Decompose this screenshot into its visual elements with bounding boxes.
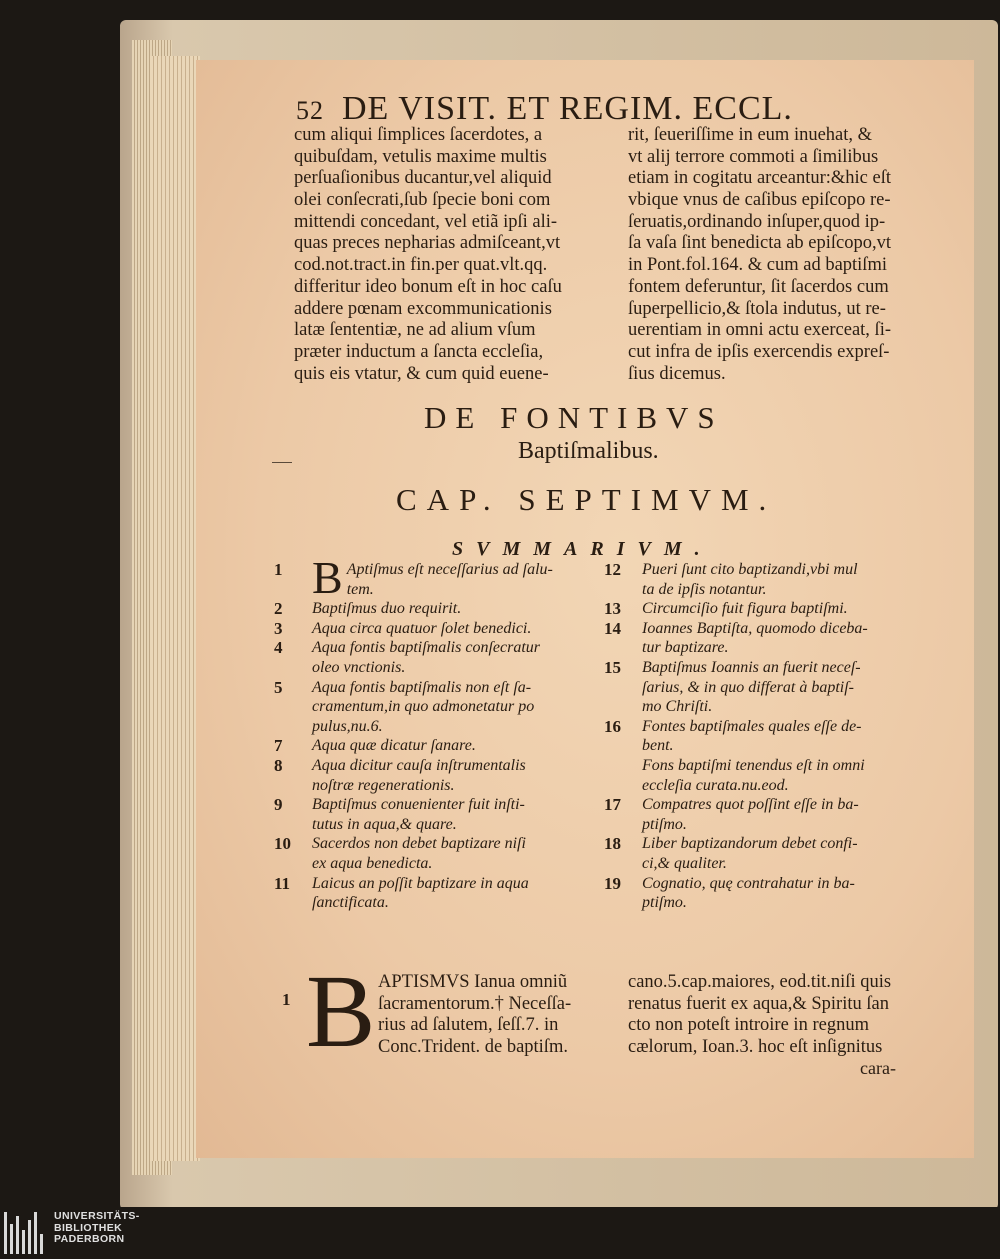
summary-entry: [274, 678, 540, 737]
library-logo-icon: [4, 1212, 48, 1254]
entry-number: 4: [274, 638, 283, 658]
entry-line: Baptiſmus duo requirit.: [312, 600, 462, 618]
entry-line: Aptiſmus eſt neceſſarius ad ſalu-: [346, 561, 553, 578]
entry-number: 2: [274, 599, 283, 619]
entry-line: ptiſmo.: [642, 815, 687, 833]
entry-number: 3: [274, 618, 283, 638]
entry-line: Aqua fontis baptiſmalis non eſt ſa-: [312, 678, 532, 696]
entry-line: Aqua dicitur cauſa inſtrumentalis: [312, 756, 526, 774]
page-edges: [150, 56, 200, 1161]
text-line: vbique vnus de caſibus epiſcopo re-: [628, 190, 891, 211]
entry-number: 5: [274, 677, 283, 697]
entry-line: pulus,nu.6.: [312, 717, 383, 735]
text-line: rius ad ſalutem, ſeſſ.7. in: [378, 1015, 559, 1036]
text-line: cum aliqui ſimplices ſacerdotes, a: [294, 125, 543, 145]
logo-line: BIBLIOTHEK: [54, 1221, 123, 1234]
summarium-heading: SVMMARIVM.: [452, 538, 713, 560]
entry-line: tem.: [346, 580, 374, 598]
summary-entry: [604, 599, 868, 619]
entry-number: 18: [604, 834, 621, 854]
summary-entry: [274, 638, 540, 677]
page-number: 52: [296, 96, 324, 125]
text-line: cano.5.cap.maiores, eod.tit.niſi quis: [628, 972, 892, 992]
text-line: ſacramentorum.† Neceſſa-: [378, 993, 572, 1014]
section-subtitle: Baptiſmalibus.: [518, 438, 659, 464]
text-line: ſuperpellicio,& ſtola indutus, ut re-: [628, 298, 886, 319]
catchword: cara-: [860, 1058, 896, 1078]
text-line: olei conſecrati,ſub ſpecie boni com: [294, 190, 551, 211]
paragraph-number: 1: [282, 990, 291, 1009]
entry-line: ſarius, & in quo differat à baptiſ-: [642, 678, 855, 696]
text-line: quibuſdam, vetulis maxime multis: [294, 146, 547, 167]
entry-number: 19: [604, 873, 621, 893]
text-line: vt alij terrore commoti a ſimilibus: [628, 146, 879, 167]
text-line: perſuaſionibus ducantur,vel aliquid: [294, 168, 552, 189]
entry-line: ex aqua benedicta.: [312, 854, 433, 872]
summary-entry: [604, 756, 868, 795]
summary-entry: [604, 874, 868, 913]
entry-line: ta de ipſis notantur.: [642, 580, 767, 598]
text-line: Conc.Trident. de baptiſm.: [378, 1037, 568, 1058]
text-line: cod.not.tract.in fin.per quat.vlt.qq.: [294, 255, 548, 276]
entry-number: 15: [604, 657, 621, 677]
text-column-left: [294, 125, 562, 385]
entry-line: Ioannes Baptiſta, quomodo diceba-: [642, 619, 868, 637]
text-line: in Pont.fol.164. & cum ad baptiſmi: [628, 255, 887, 276]
entry-number: 1: [274, 560, 283, 579]
entry-line: Baptiſmus Ioannis an fuerit neceſ-: [642, 658, 861, 676]
entry-number: 14: [604, 618, 621, 638]
text-line: renatus fuerit ex aqua,& Spiritu ſan: [628, 993, 889, 1014]
text-line: ſa vaſa ſint benedicta ab epiſcopo,vt: [628, 233, 892, 254]
text-line: rit, ſeueriſſime in eum inuehat, &: [628, 125, 873, 145]
entry-line: Fons baptiſmi tenendus eſt in omni: [642, 756, 865, 774]
summary-entry: [604, 619, 868, 658]
entry-line: ptiſmo.: [642, 894, 687, 912]
entry-line: Aqua quæ dicatur ſanare.: [312, 737, 476, 755]
entry-line: Sacerdos non debet baptizare niſi: [312, 835, 526, 853]
summary-entry: [274, 552, 553, 603]
text-line: cto non poteſt introire in regnum: [628, 1015, 869, 1036]
entry-line: Aqua fontis baptiſmalis conſecratur: [312, 639, 540, 657]
entry-number: 16: [604, 716, 621, 736]
entry-line: noſtræ regenerationis.: [312, 776, 455, 794]
book-page: [196, 60, 974, 1158]
summary-entry: [274, 619, 540, 639]
logo-line: PADERBORN: [54, 1233, 125, 1245]
entry-number: 12: [604, 560, 621, 579]
entry-number: 13: [604, 599, 621, 619]
summary-entry: [274, 599, 540, 619]
entry-line: ci,& qualiter.: [642, 854, 727, 872]
drop-cap-initial: B: [306, 954, 376, 1069]
text-column-right: [628, 125, 891, 385]
text-line: uerentiam in omni actu exerceat, ſi-: [628, 320, 891, 341]
summary-initial: B: [312, 552, 343, 603]
entry-number: 17: [604, 795, 621, 815]
text-line: mittendi concedant, vel etiã ipſi ali-: [294, 211, 558, 232]
entry-line: Compatres quot poſſint eſſe in ba-: [642, 796, 859, 814]
summary-entry: [604, 717, 868, 756]
text-line: etiam in cogitatu arceantur:&hic eſt: [628, 168, 892, 189]
text-line: fontem deferuntur, ſit ſacerdos cum: [628, 276, 889, 297]
chapter-heading: CAP. SEPTIMVM.: [396, 482, 777, 517]
viewer-footer: [0, 1207, 1000, 1259]
entry-number: 9: [274, 795, 283, 815]
summarium-right: [604, 560, 868, 913]
summary-entry: [604, 658, 868, 717]
entry-line: Laicus an poſſit baptizare in aqua: [312, 874, 529, 892]
entry-line: eccleſia curata.nu.eod.: [642, 776, 789, 794]
entry-line: Pueri ſunt cito baptizandi,vbi mul: [642, 561, 858, 578]
summary-entry: [274, 736, 540, 756]
margin-mark: [272, 462, 292, 463]
summary-entry: [604, 795, 868, 834]
summary-entry: [604, 834, 868, 873]
entry-line: cramentum,in quo admonetatur po: [312, 698, 535, 716]
entry-line: Liber baptizandorum debet confi-: [642, 835, 858, 853]
text-line: cut infra de ipſis exercendis expreſ-: [628, 341, 890, 362]
text-line: addere pœnam excommunicationis: [294, 298, 552, 319]
entry-number: 11: [274, 873, 291, 893]
running-title: DE VISIT. ET REGIM. ECCL.: [342, 90, 793, 127]
summary-entry: [604, 560, 868, 599]
entry-line: oleo vnctionis.: [312, 658, 406, 676]
body-column-right: [628, 972, 891, 1059]
summary-entry: [274, 795, 540, 834]
text-line: ſius dicemus.: [628, 363, 726, 384]
text-line: ſeruatis,ordinando inſuper,quod ip-: [628, 211, 886, 232]
entry-line: bent.: [642, 737, 674, 755]
text-line: præter inductum a ſancta eccleſia,: [294, 341, 544, 362]
text-line: APTISMVS Ianua omniũ: [378, 972, 568, 992]
text-line: cælorum, Ioan.3. hoc eſt inſignitus: [628, 1037, 883, 1058]
entry-number: 7: [274, 736, 283, 756]
entry-line: Circumciſio fuit figura baptiſmi.: [642, 600, 848, 618]
text-line: latæ ſententiæ, ne ad alium vſum: [294, 320, 536, 341]
library-logo-text: [54, 1211, 140, 1246]
running-header: [296, 90, 793, 128]
section-title: DE FONTIBVS: [424, 400, 724, 435]
text-line: quis eis vtatur, & cum quid euene-: [294, 363, 549, 384]
summarium-left: [274, 552, 553, 913]
entry-line: ſanctificata.: [312, 894, 389, 912]
text-line: differitur ideo bonum eſt in hoc caſu: [294, 276, 562, 297]
entry-line: Cognatio, quę contrahatur in ba-: [642, 874, 855, 892]
summary-entry: [274, 874, 540, 913]
entry-line: tutus in aqua,& quare.: [312, 815, 457, 833]
entry-line: tur baptizare.: [642, 639, 729, 657]
entry-line: Aqua circa quatuor ſolet benedici.: [312, 619, 532, 637]
logo-line: UNIVERSITÄTS-: [54, 1210, 140, 1222]
entry-line: Fontes baptiſmales quales eſſe de-: [642, 717, 862, 735]
summary-entry: [274, 834, 540, 873]
entry-line: Baptiſmus conuenienter fuit inſti-: [312, 796, 525, 814]
text-line: quas preces nepharias admiſceant,vt: [294, 233, 561, 254]
entry-line: mo Chriſti.: [642, 698, 713, 716]
summary-entry: [274, 756, 540, 795]
entry-number: 8: [274, 755, 283, 775]
body-column-left: [378, 972, 571, 1059]
entry-number: 10: [274, 834, 291, 854]
